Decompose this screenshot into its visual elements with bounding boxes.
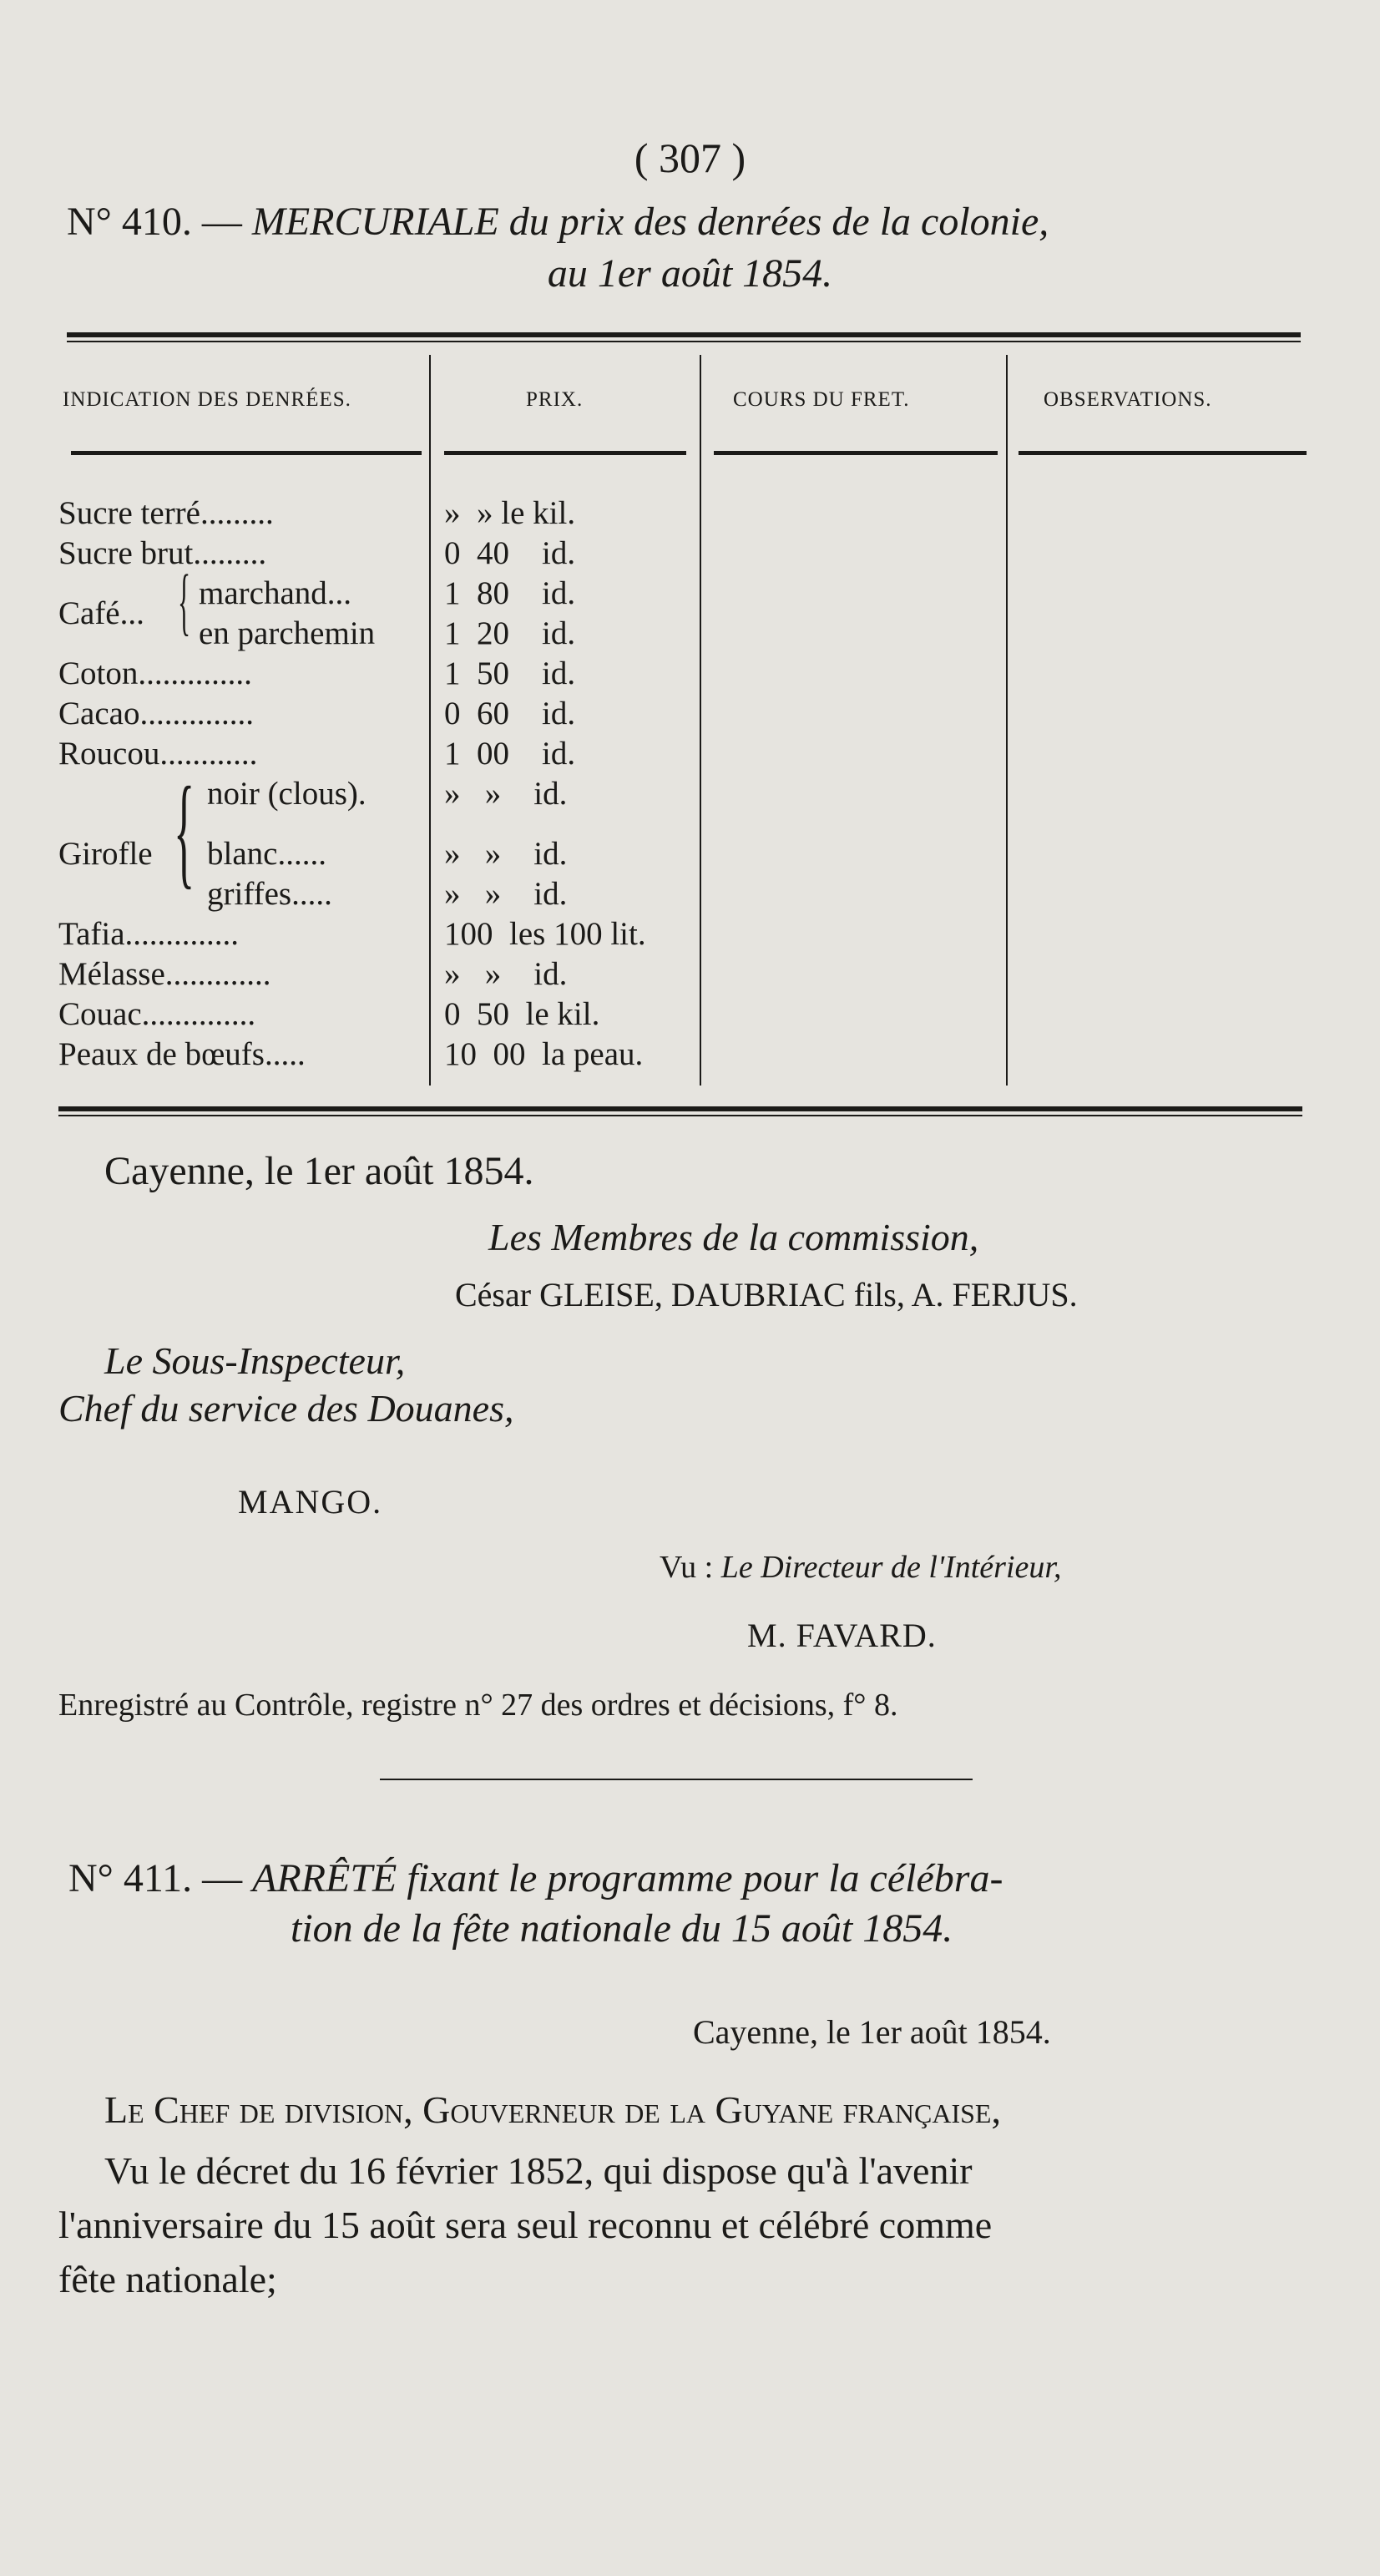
place-date: Cayenne, le 1er août 1854. [693,2013,1051,2051]
document-subtitle: au 1er août 1854. [547,251,833,296]
document-title: ARRÊTÉ fixant le programme pour la célébra- [252,1856,1003,1900]
header-underline [71,451,422,455]
document-number: N° 410. — [67,200,242,244]
vu-line [660,1549,1061,1586]
document-number: N° 411. — [68,1856,243,1900]
brace: { [174,762,195,900]
table-top-rule-thin [67,341,1301,342]
sous-inspecteur-subtitle: Chef du service des Douanes, [58,1387,514,1430]
table-top-rule [67,332,1301,337]
table-row-item: Cacao.............. [58,696,254,731]
arrete-intro: Le Chef de division, Gouverneur de la Guyane française, [104,2088,1001,2131]
paragraph-line: fête nationale; [58,2258,277,2300]
table-header: INDICATION DES DENRÉES. [63,388,351,411]
document-title-411 [68,1855,1003,1901]
commission-names: César GLEISE, DAUBRIAC fils, A. FERJUS. [455,1276,1078,1313]
table-row-price: 10 00 la peau. [444,1036,644,1072]
document-title-410 [67,199,1049,245]
table-row-price: » » id. [444,836,568,872]
vu-title: Le Directeur de l'Intérieur, [720,1550,1062,1585]
table-bottom-rule [58,1106,1302,1111]
document-title: MERCURIALE du prix des denrées de la colonie, [251,200,1049,244]
table-row-price: 100 les 100 lit. [444,916,646,952]
vu-label: Vu : [660,1550,714,1585]
column-divider [1006,355,1008,1086]
table-header: PRIX. [526,388,584,411]
table-group-label: Café... [58,595,144,631]
table-row-price: » » id. [444,876,568,912]
table-row-item: Tafia.............. [58,916,240,952]
table-row-price: 1 00 id. [444,736,576,772]
table-row-price: 0 50 le kil. [444,996,600,1032]
table-row-item: Peaux de bœufs..... [58,1036,306,1072]
column-divider [429,355,431,1086]
table-row-item: Sucre terré......... [58,495,274,531]
paragraph-line: l'anniversaire du 15 août sera seul reconnu et célébré comme [58,2204,993,2246]
header-underline [444,451,686,455]
table-row-item: griffes..... [207,876,332,912]
sous-inspecteur-title: Le Sous-Inspecteur, [104,1339,406,1382]
table-header: COURS DU FRET. [733,388,910,411]
brace: { [178,560,191,643]
page-number: ( 307 ) [634,134,746,181]
table-bottom-rule-thin [58,1115,1302,1116]
commission-label: Les Membres de la commission, [488,1216,979,1258]
table-row-item: en parchemin [199,615,376,651]
table-row-item: Mélasse............. [58,956,271,992]
table-row-price: 0 40 id. [444,535,576,571]
column-divider [700,355,701,1086]
signature-mango: MANGO. [238,1483,383,1521]
table-row-price: 1 50 id. [444,655,576,691]
table-row-item: Couac.............. [58,996,256,1032]
table-row-price: » » id. [444,776,568,812]
registration-note: Enregistré au Contrôle, registre n° 27 des ordres et décisions, f° 8. [58,1688,898,1723]
table-header: OBSERVATIONS. [1044,388,1212,411]
table-row-price: 1 80 id. [444,575,576,611]
section-separator [380,1779,973,1780]
table-row-item: marchand... [199,575,352,611]
header-underline [714,451,998,455]
signature-favard: M. FAVARD. [747,1617,937,1654]
table-row-price: 1 20 id. [444,615,576,651]
table-group-label: Girofle [58,836,153,872]
paragraph-line: Vu le décret du 16 février 1852, qui dispose qu'à l'avenir [104,2149,973,2192]
header-underline [1019,451,1307,455]
table-row-price: » » le kil. [444,495,576,531]
table-row-price: » » id. [444,956,568,992]
table-row-item: Coton.............. [58,655,252,691]
table-row-item: Sucre brut......... [58,535,267,571]
place-date: Cayenne, le 1er août 1854. [104,1149,534,1193]
document-subtitle: tion de la fête nationale du 15 août 1854. [291,1906,953,1951]
table-row-item: noir (clous). [207,776,366,812]
table-row-price: 0 60 id. [444,696,576,731]
table-row-item: Roucou............ [58,736,258,772]
table-row-item: blanc...... [207,836,326,872]
